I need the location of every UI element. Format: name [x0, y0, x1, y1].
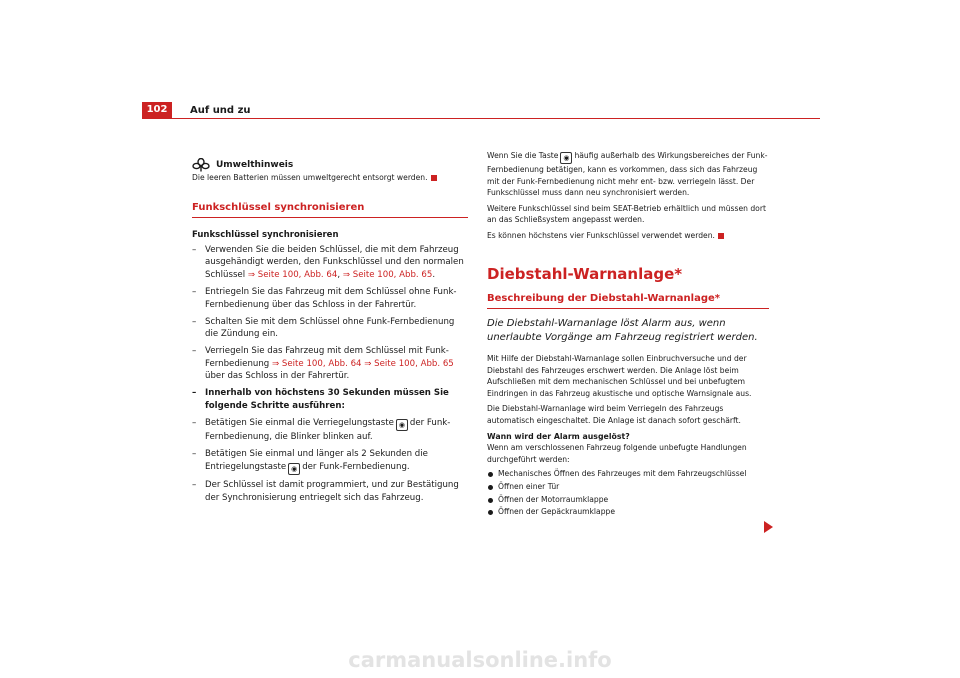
list-item: – Verriegeln Sie das Fahrzeug mit dem Schlüssel mit Funk-Fernbedienung ⇒ Seite 100, Abb. 64 ⇒ Seite 100, Abb. 65 über das Schloss in der Fahrertür.: [192, 345, 468, 383]
left-column: [192, 150, 468, 504]
trigger-list: [487, 468, 769, 519]
section-end-mark: [718, 233, 724, 239]
paragraph: Die Diebstahl-Warnanlage wird beim Verriegeln des Fahrzeugs automatisch eingeschaltet. Die Anlage ist danach sofort geschärft.: [487, 404, 741, 425]
page-reference-link[interactable]: ⇒ Seite 100, Abb. 64: [247, 270, 338, 281]
environment-note-title: Umwelthinweis: [216, 160, 294, 170]
list-item: – Betätigen Sie einmal die Verriegelungstaste ◉ der Funk-Fernbedienung, die Blinker blinken auf.: [192, 417, 468, 444]
lock-key-icon: ◉: [396, 419, 408, 431]
paragraph: Mit Hilfe der Diebstahl-Warnanlage sollen Einbruchversuche und der Diebstahl des Fahrzeuges erschwert werden. Die Anlage löst beim Aufschließen mit dem mechanischen Schlüssel und bei unbefugtem Eindringen in das Fahrzeug akustische und optische Warnsignale aus.: [487, 354, 752, 398]
leaf-icon: [192, 158, 210, 172]
environment-note-heading: [192, 158, 468, 172]
list-item: – Der Schlüssel ist damit programmiert, und zur Bestätigung der Synchronisierung entriegelt sich das Fahrzeug.: [192, 479, 468, 504]
running-header: Auf und zu: [190, 105, 251, 116]
sync-subheading: Funkschlüssel synchronisieren: [192, 229, 339, 240]
next-page-arrow-icon[interactable]: [764, 521, 773, 533]
paragraph: Wenn am verschlossenen Fahrzeug folgende unbefugte Handlungen durchgeführt werden:: [487, 443, 747, 464]
key-button-icon: ◉: [560, 152, 572, 164]
alarm-description-title: Beschreibung der Diebstahl-Warnanlage*: [487, 293, 769, 309]
environment-note-text: Die leeren Batterien müssen umweltgerecht entsorgt werden.: [192, 172, 468, 184]
list-item: – Schalten Sie mit dem Schlüssel ohne Funk-Fernbedienung die Zündung ein.: [192, 316, 468, 341]
list-item: – Innerhalb von höchstens 30 Sekunden müssen Sie folgende Schritte ausführen:: [192, 387, 468, 412]
sync-steps: [192, 244, 468, 504]
list-item: – Verwenden Sie die beiden Schlüssel, die mit dem Fahrzeug ausgehändigt werden, den Funkschlüssel und den normalen Schlüssel ⇒ Seite 100, Abb. 64, ⇒ Seite 100, Abb. 65.: [192, 244, 468, 282]
watermark: carmanualsonline.info: [348, 648, 612, 672]
page-reference-link[interactable]: ⇒ Seite 100, Abb. 64: [272, 358, 362, 369]
sync-section-title: Funkschlüssel synchronisieren: [192, 202, 468, 218]
alarm-chapter-title: Diebstahl-Warnanlage*: [487, 265, 683, 283]
page-number: 102: [142, 102, 172, 118]
question-heading: Wann wird der Alarm ausgelöst?: [487, 432, 630, 441]
paragraph: Weitere Funkschlüssel sind beim SEAT-Betrieb erhältlich und müssen dort an das Schließsystem angepasst werden.: [487, 203, 766, 224]
list-item: Öffnen einer Tür: [487, 481, 769, 494]
right-column: [487, 150, 769, 519]
unlock-key-icon: ◉: [288, 463, 300, 475]
list-item: Öffnen der Gepäckraumklappe: [487, 506, 769, 519]
list-item: Mechanisches Öffnen des Fahrzeuges mit dem Fahrzeugschlüssel: [487, 468, 769, 481]
list-item: – Entriegeln Sie das Fahrzeug mit dem Schlüssel ohne Funk-Fernbedienung über das Schloss in der Fahrertür.: [192, 286, 468, 311]
header-rule: [142, 118, 820, 119]
list-item: – Betätigen Sie einmal und länger als 2 Sekunden die Entriegelungstaste ◉ der Funk-Fernbedienung.: [192, 448, 468, 475]
page-reference-link[interactable]: ⇒ Seite 100, Abb. 65: [342, 270, 433, 281]
paragraph: Wenn Sie die Taste ◉ häufig außerhalb des Wirkungsbereiches der Funk-Fernbedienung betätigen, kann es vorkommen, dass sich das Fahrzeug mit der Funk-Fernbedienung nicht mehr ent- bzw. verriegeln lässt. Der Funkschlüssel muss dann neu synchronisiert werden.: [487, 151, 768, 197]
lead-text: Die Diebstahl-Warnanlage löst Alarm aus, wenn unerlaubte Vorgänge am Fahrzeug registriert werden.: [487, 318, 758, 343]
page-reference-link[interactable]: ⇒ Seite 100, Abb. 65: [364, 358, 454, 369]
list-item: Öffnen der Motorraumklappe: [487, 494, 769, 507]
section-end-mark: [431, 175, 437, 181]
paragraph: Es können höchstens vier Funkschlüssel verwendet werden.: [487, 230, 769, 242]
